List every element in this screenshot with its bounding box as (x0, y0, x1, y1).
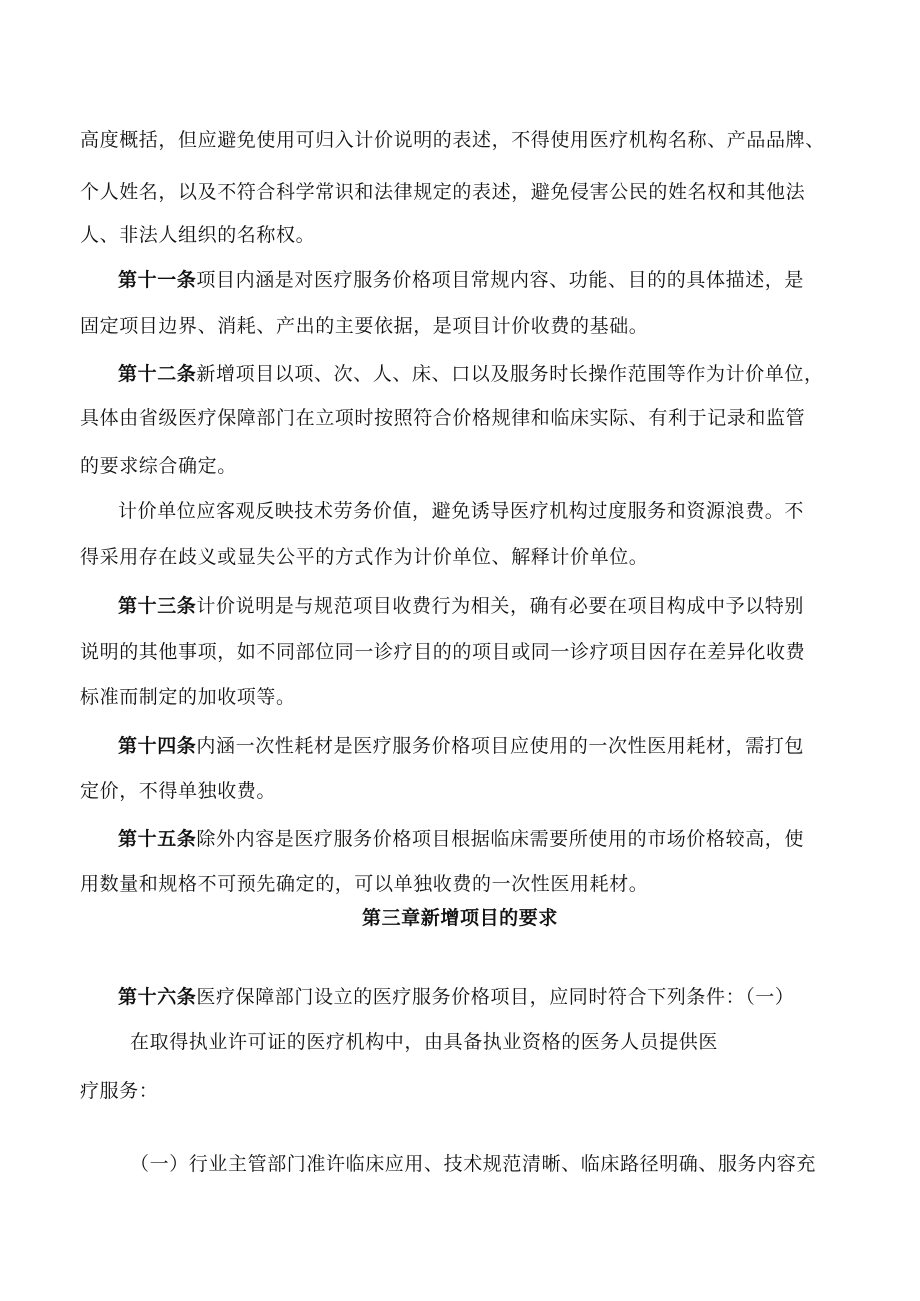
paragraph-line: 在取得执业许可证的医疗机构中，由具备执业资格的医务人员提供医 (130, 1031, 719, 1053)
paragraph-line: 具体由省级医疗保障部门在立项时按照符合价格规律和临床实际、有利于记录和监管 (80, 407, 806, 429)
paragraph-line: 定价，不得单独收费。 (80, 780, 277, 802)
paragraph-line: 高度概括，但应避免使用可归入计价说明的表述，不得使用医疗机构名称、产品品牌、 (80, 129, 825, 151)
paragraph-line: 的要求综合确定。 (80, 455, 237, 477)
paragraph-line: 疗服务： (80, 1080, 159, 1102)
article-16-line (118, 985, 795, 1009)
article-14-line (118, 734, 804, 758)
article-16-label: 第十六条 (118, 986, 197, 1008)
article-12-line (118, 362, 824, 386)
article-15-label: 第十五条 (118, 828, 197, 850)
article-13-line (118, 594, 804, 618)
paragraph-line: 人、非法人组织的名称权。 (80, 224, 316, 246)
paragraph-line: 固定项目边界、消耗、产出的主要依据，是项目计价收费的基础。 (80, 315, 649, 337)
article-16-text: 医疗保障部门设立的医疗服务价格项目，应同时符合下列条件：（一） (196, 986, 795, 1008)
paragraph-line: 说明的其他事项，如不同部位同一诊疗目的的项目或同一诊疗项目因存在差异化收费 (80, 641, 806, 663)
paragraph-line: 得采用存在歧义或显失公平的方式作为计价单位、解释计价单位。 (80, 546, 649, 568)
paragraph-line: 标准而制定的加收项等。 (80, 686, 296, 708)
article-11-line (118, 268, 804, 292)
paragraph-line: 用数量和规格不可预先确定的，可以单独收费的一次性医用耗材。 (80, 873, 649, 895)
paragraph-line: 计价单位应客观反映技术劳务价值，避免诱导医疗机构过度服务和资源浪费。不 (118, 500, 805, 522)
article-11-text: 项目内涵是对医疗服务价格项目常规内容、功能、目的的具体描述，是 (196, 269, 805, 291)
article-14-text: 内涵一次性耗材是医疗服务价格项目应使用的一次性医用耗材，需打包 (196, 735, 805, 757)
paragraph-line: （一）行业主管部门准许临床应用、技术规范清晰、临床路径明确、服务内容充 (130, 1153, 817, 1175)
article-13-label: 第十三条 (118, 595, 197, 617)
article-15-line (118, 827, 804, 851)
article-12-label: 第十二条 (118, 363, 197, 385)
article-13-text: 计价说明是与规范项目收费行为相关，确有必要在项目构成中予以特别 (196, 595, 805, 617)
article-15-text: 除外内容是医疗服务价格项目根据临床需要所使用的市场价格较高，使 (196, 828, 805, 850)
chapter-heading: 第三章新增项目的要求 (361, 907, 558, 929)
paragraph-line: 个人姓名，以及不符合科学常识和法律规定的表述，避免侵害公民的姓名权和其他法 (80, 181, 806, 203)
article-14-label: 第十四条 (118, 735, 197, 757)
article-11-label: 第十一条 (118, 269, 197, 291)
article-12-text: 新增项目以项、次、人、床、口以及服务时长操作范围等作为计价单位， (196, 363, 824, 385)
